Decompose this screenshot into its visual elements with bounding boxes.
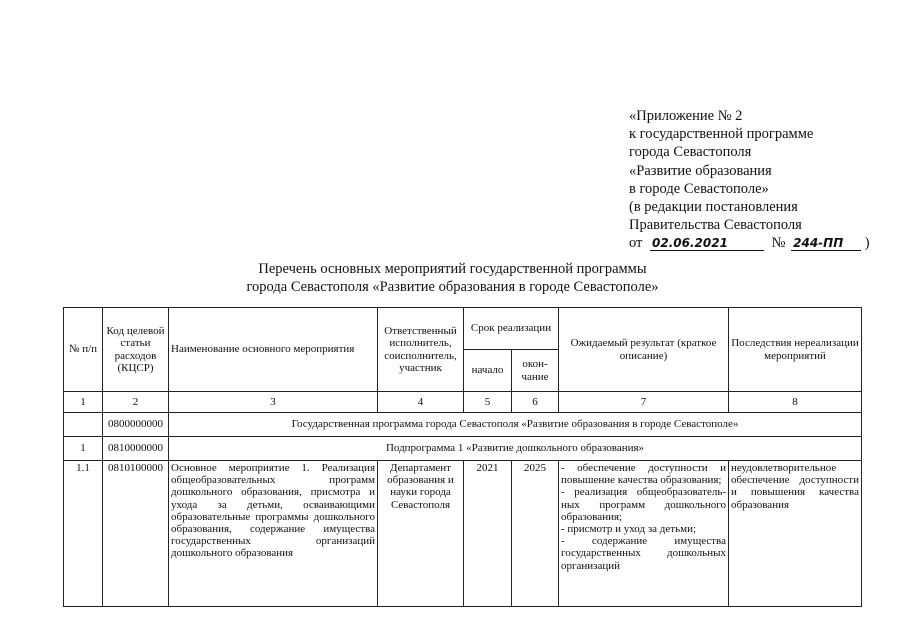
appendix-line: Правительства Севастополя	[629, 217, 802, 234]
from-label: от	[629, 235, 643, 252]
row-code: 0810100000	[103, 461, 169, 607]
row-num: 1.1	[64, 461, 103, 607]
appendix-line: «Приложение № 2	[629, 108, 743, 124]
number-label: №	[771, 235, 786, 252]
row-end: 2025	[512, 461, 559, 607]
handwritten-date: 02.06.2021	[650, 236, 764, 251]
subprogram-num: 1	[64, 437, 103, 461]
subprogram-row	[64, 437, 862, 461]
title-line-1: Перечень основных мероприятий государственной программы	[258, 261, 647, 277]
col-number: 1	[64, 392, 103, 413]
col-number: 3	[169, 392, 378, 413]
program-num	[64, 413, 103, 437]
header-end: окон-чание	[512, 350, 559, 392]
appendix-line: к государственной программе	[629, 126, 814, 143]
header-num: № п/п	[64, 308, 103, 392]
program-code: 0800000000	[103, 413, 169, 437]
header-responsible: Ответственный исполнитель, соисполнитель, участник	[378, 308, 464, 392]
appendix-block	[629, 107, 870, 253]
appendix-date-line	[629, 234, 870, 252]
document-title	[0, 261, 905, 296]
program-title: Государственная программа города Севастополя «Развитие образования в городе Севастополе»	[169, 413, 862, 437]
row-consequences: неудовлетворительное обеспечение доступности и повышения качества образования	[729, 461, 862, 607]
col-number: 2	[103, 392, 169, 413]
header-period: Срок реализации	[464, 308, 559, 350]
table-row	[64, 461, 862, 607]
col-number: 6	[512, 392, 559, 413]
measures-table	[63, 307, 862, 607]
header-name: Наименование основного мероприятия	[169, 308, 378, 392]
subprogram-title: Подпрограмма 1 «Развитие дошкольного образования»	[169, 437, 862, 461]
appendix-line: города Севастополя	[629, 144, 752, 161]
row-responsible: Департамент образования и науки города Севастополя	[378, 461, 464, 607]
header-consequences: Последствия нереализации мероприятий	[729, 308, 862, 392]
header-code: Код целевой статьи расходов (КЦСР)	[103, 308, 169, 392]
appendix-line: «Развитие образования	[629, 162, 772, 179]
program-row	[64, 413, 862, 437]
title-line-2: города Севастополя «Развитие образования в городе Севастополе»	[246, 278, 659, 295]
header-start: начало	[464, 350, 512, 392]
header-row	[64, 308, 862, 350]
row-result: - обеспечение доступности и повышение качества образования; - реализация общеобразователь-ных программ дошкольного образования; - присмотр и уход за детьми; - содержание имущества государственных дошкольных организаций	[559, 461, 729, 607]
appendix-line: (в редакции постановления	[629, 199, 798, 216]
subprogram-code: 0810000000	[103, 437, 169, 461]
col-number: 4	[378, 392, 464, 413]
column-numbers-row	[64, 392, 862, 413]
handwritten-number: 244-ПП	[791, 236, 861, 251]
row-start: 2021	[464, 461, 512, 607]
row-name: Основное мероприятие 1. Реализация общеобразовательных программ дошкольного образования, присмотра и ухода за детьми, осваивающими образовательные программы дошкольного образования, содержание имущества государственных организаций дошкольного образования	[169, 461, 378, 607]
col-number: 5	[464, 392, 512, 413]
closing-paren: )	[864, 235, 870, 252]
col-number: 8	[729, 392, 862, 413]
col-number: 7	[559, 392, 729, 413]
appendix-line: в городе Севастополе»	[629, 180, 769, 197]
header-result: Ожидаемый результат (краткое описание)	[559, 308, 729, 392]
